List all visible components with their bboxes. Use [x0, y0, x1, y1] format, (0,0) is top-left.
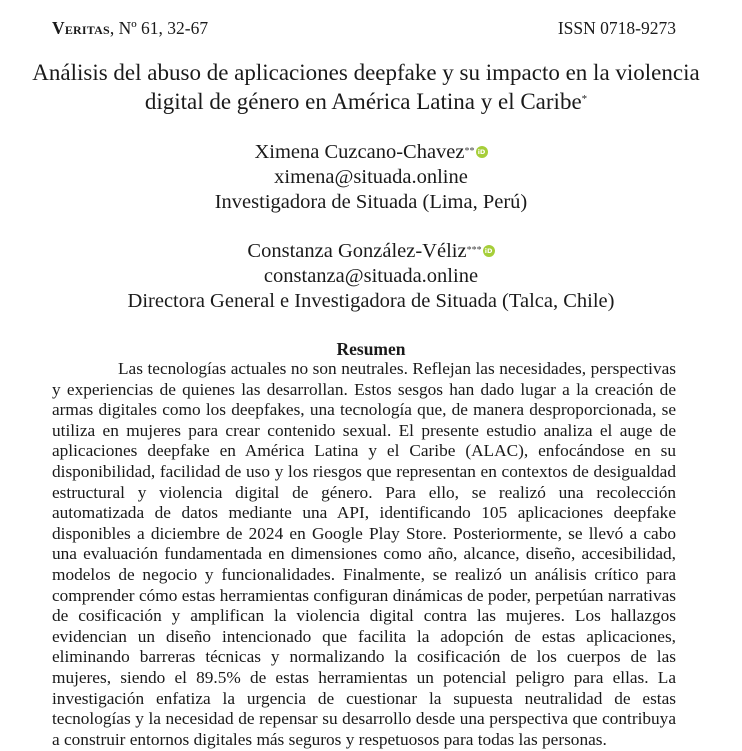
- article-title-text: Análisis del abuso de aplicaciones deepfake y su impacto en la violencia digital de género en América Latina y el Caribe: [32, 60, 700, 114]
- author-name-line: [0, 140, 742, 165]
- author-affiliation: Directora General e Investigadora de Situada (Talca, Chile): [127, 290, 615, 312]
- journal-citation: [52, 18, 208, 42]
- author-block: [0, 140, 742, 215]
- author-email[interactable]: constanza@situada.online: [263, 265, 479, 287]
- orcid-icon[interactable]: iD: [476, 146, 488, 158]
- issn: ISSN 0718-9273: [557, 18, 676, 38]
- issue-info: , Nº 61, 32-67: [109, 18, 209, 38]
- author-affiliation: Investigadora de Situada (Lima, Perú): [214, 191, 528, 213]
- orcid-icon[interactable]: iD: [483, 245, 495, 257]
- author-email[interactable]: ximena@situada.online: [274, 166, 468, 188]
- title-footnote-mark[interactable]: *: [581, 93, 588, 105]
- author-block: [0, 239, 742, 314]
- abstract-body: Las tecnologías actuales no son neutrales. Reflejan las necesidades, perspectivas y experiencias de quienes las desarrollan. Estos sesgos han dado lugar a la creación de armas digitales como los deepfakes, una tecnología que, de manera desproporcionada, se utiliza en mujeres para crear contenido sexual. El presente estudio analiza el auge de aplicaciones deepfake en América Latina y el Caribe (ALAC), enfocándose en su disponibilidad, facilidad de uso y los riesgos que representan en contextos de desigualdad estructural y violencia digital de género. Para ello, se realizó una recolección automatizada de datos mediante una API, identificando 105 aplicaciones deepfake disponibles a diciembre de 2024 en Google Play Store. Posteriormente, se llevó a cabo una evaluación fundamentada en dimensiones como año, alcance, diseño, accesibilidad, modelos de negocio y funcionalidades. Finalmente, se realizó un análisis crítico para comprender cómo estas herramientas configuran dinámicas de poder, perpetúan narrativas de cosificación y amplifican la violencia digital contra las mujeres. Los hallazgos evidencian un diseño intencionado que facilita la adopción de estas aplicaciones, eliminando barreras técnicas y normalizando la cosificación de los cuerpos de las mujeres, siendo el 89.5% de estas herramientas un potencial peligro para ellas. La investigación enfatiza la urgencia de cuestionar la supuesta neutralidad de estas tecnologías y la necesidad de repensar su desarrollo desde una perspectiva que contribuya a construir entornos digitales más seguros y respetuosos para todas las personas.: [52, 359, 676, 749]
- running-header: [52, 18, 676, 42]
- article-title: [30, 58, 702, 116]
- abstract-heading: Resumen: [336, 339, 406, 359]
- author-footnote-mark[interactable]: **: [464, 146, 475, 157]
- author-name-line: [0, 239, 742, 264]
- author-footnote-mark[interactable]: ***: [466, 245, 482, 256]
- author-name: Constanza González-Véliz: [247, 240, 467, 262]
- journal-name: Veritas: [52, 18, 110, 38]
- author-name: Ximena Cuzcano-Chavez: [254, 141, 465, 163]
